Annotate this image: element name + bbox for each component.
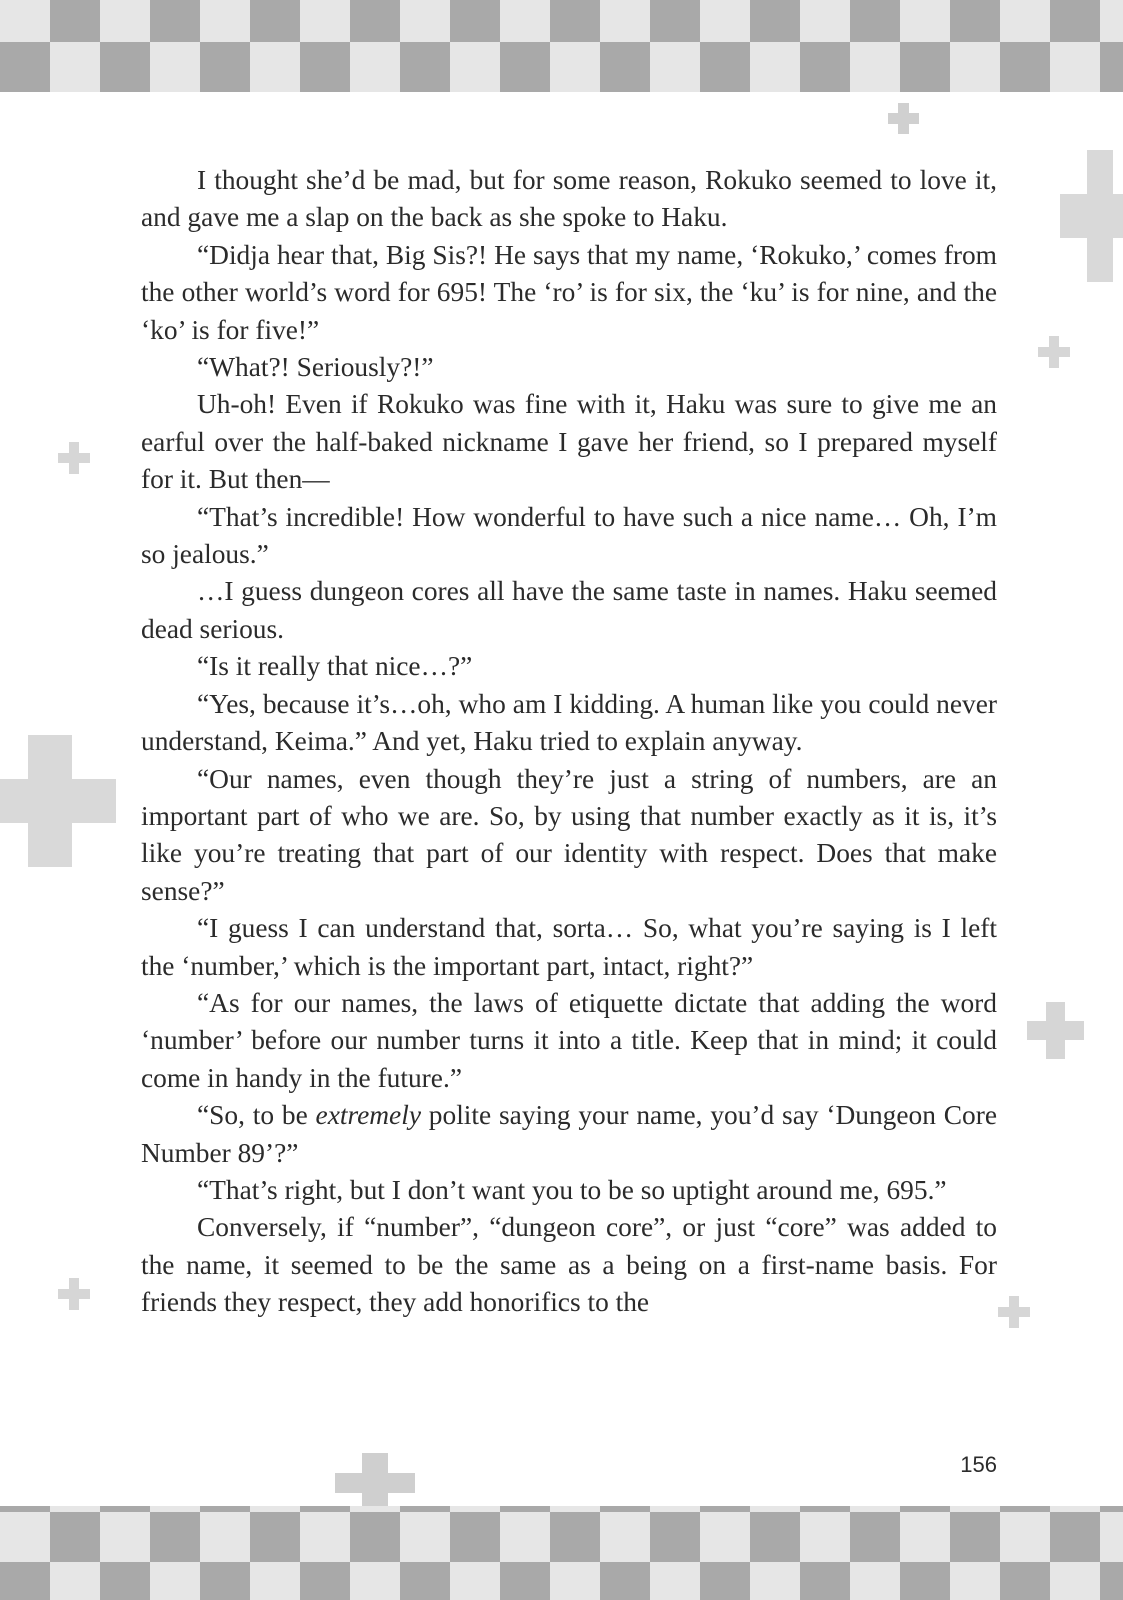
paragraph: “That’s incredible! How wonderful to have such a nice name… Oh, I’m so jealous.” [141, 501, 997, 570]
paragraph-text: polite saying your name, you’d say ‘Dungeon Core Number 89’?” [141, 1100, 997, 1168]
paragraph: …I guess dungeon cores all have the same taste in names. Haku seemed dead serious. [141, 576, 997, 644]
paragraph-text: “So, to be [197, 1100, 316, 1131]
paragraph: “What?! Seriously?!” [197, 352, 434, 383]
sparkle-decoration-icon [998, 1296, 1030, 1328]
sparkle-decoration-icon [888, 103, 919, 134]
sparkle-decoration-icon [1038, 336, 1070, 368]
paragraph [141, 1097, 997, 1172]
paragraph: “As for our names, the laws of etiquette dictate that adding the word ‘number’ before our number turns it into a title. Keep that in mind; it could come in handy in the future.” [141, 987, 997, 1093]
paragraph: “I guess I can understand that, sorta… So, what you’re saying is I left the ‘number,’ which is the important part, intact, right?” [141, 913, 997, 981]
page-number: 156 [960, 1452, 997, 1477]
paragraph: “Is it really that nice…?” [197, 651, 473, 682]
paragraph: Uh-oh! Even if Rokuko was fine with it, Haku was sure to give me an earful over the half-baked nickname I gave her friend, so I prepared myself for it. But then— [141, 389, 997, 495]
paragraph: I thought she’d be mad, but for some reason, Rokuko seemed to love it, and gave me a slap on the back as she spoke to Haku. [141, 165, 997, 233]
emphasis-text: extremely [315, 1100, 421, 1131]
sparkle-decoration-icon [0, 735, 116, 867]
sparkle-decoration-icon [58, 442, 90, 474]
body-text [141, 162, 997, 1322]
paragraph: “Our names, even though they’re just a string of numbers, are an important part of who we are. So, by using that number exactly as it is, it’s like you’re treating that part of our identity with respect. Does that make sense?” [141, 763, 997, 906]
paragraph: “Didja hear that, Big Sis?! He says that my name, ‘Rokuko,’ comes from the other world’s word for 695! The ‘ro’ is for six, the ‘ku’ is for nine, and the ‘ko’ is for five!” [141, 239, 997, 345]
header-checker-band [0, 0, 1123, 92]
sparkle-decoration-icon [335, 1453, 415, 1513]
sparkle-decoration-icon [1060, 150, 1123, 282]
footer-checker-band [0, 1506, 1123, 1600]
sparkle-decoration-icon [1027, 1002, 1084, 1059]
paragraph: “That’s right, but I don’t want you to be so uptight around me, 695.” [197, 1174, 947, 1205]
paragraph: Conversely, if “number”, “dungeon core”, or just “core” was added to the name, it seemed to be the same as a being on a first-name basis. For friends they respect, they add honorifics to the [141, 1212, 997, 1318]
paragraph: “Yes, because it’s…oh, who am I kidding. A human like you could never understand, Keima.” And yet, Haku tried to explain anyway. [141, 688, 997, 757]
sparkle-decoration-icon [58, 1278, 90, 1310]
